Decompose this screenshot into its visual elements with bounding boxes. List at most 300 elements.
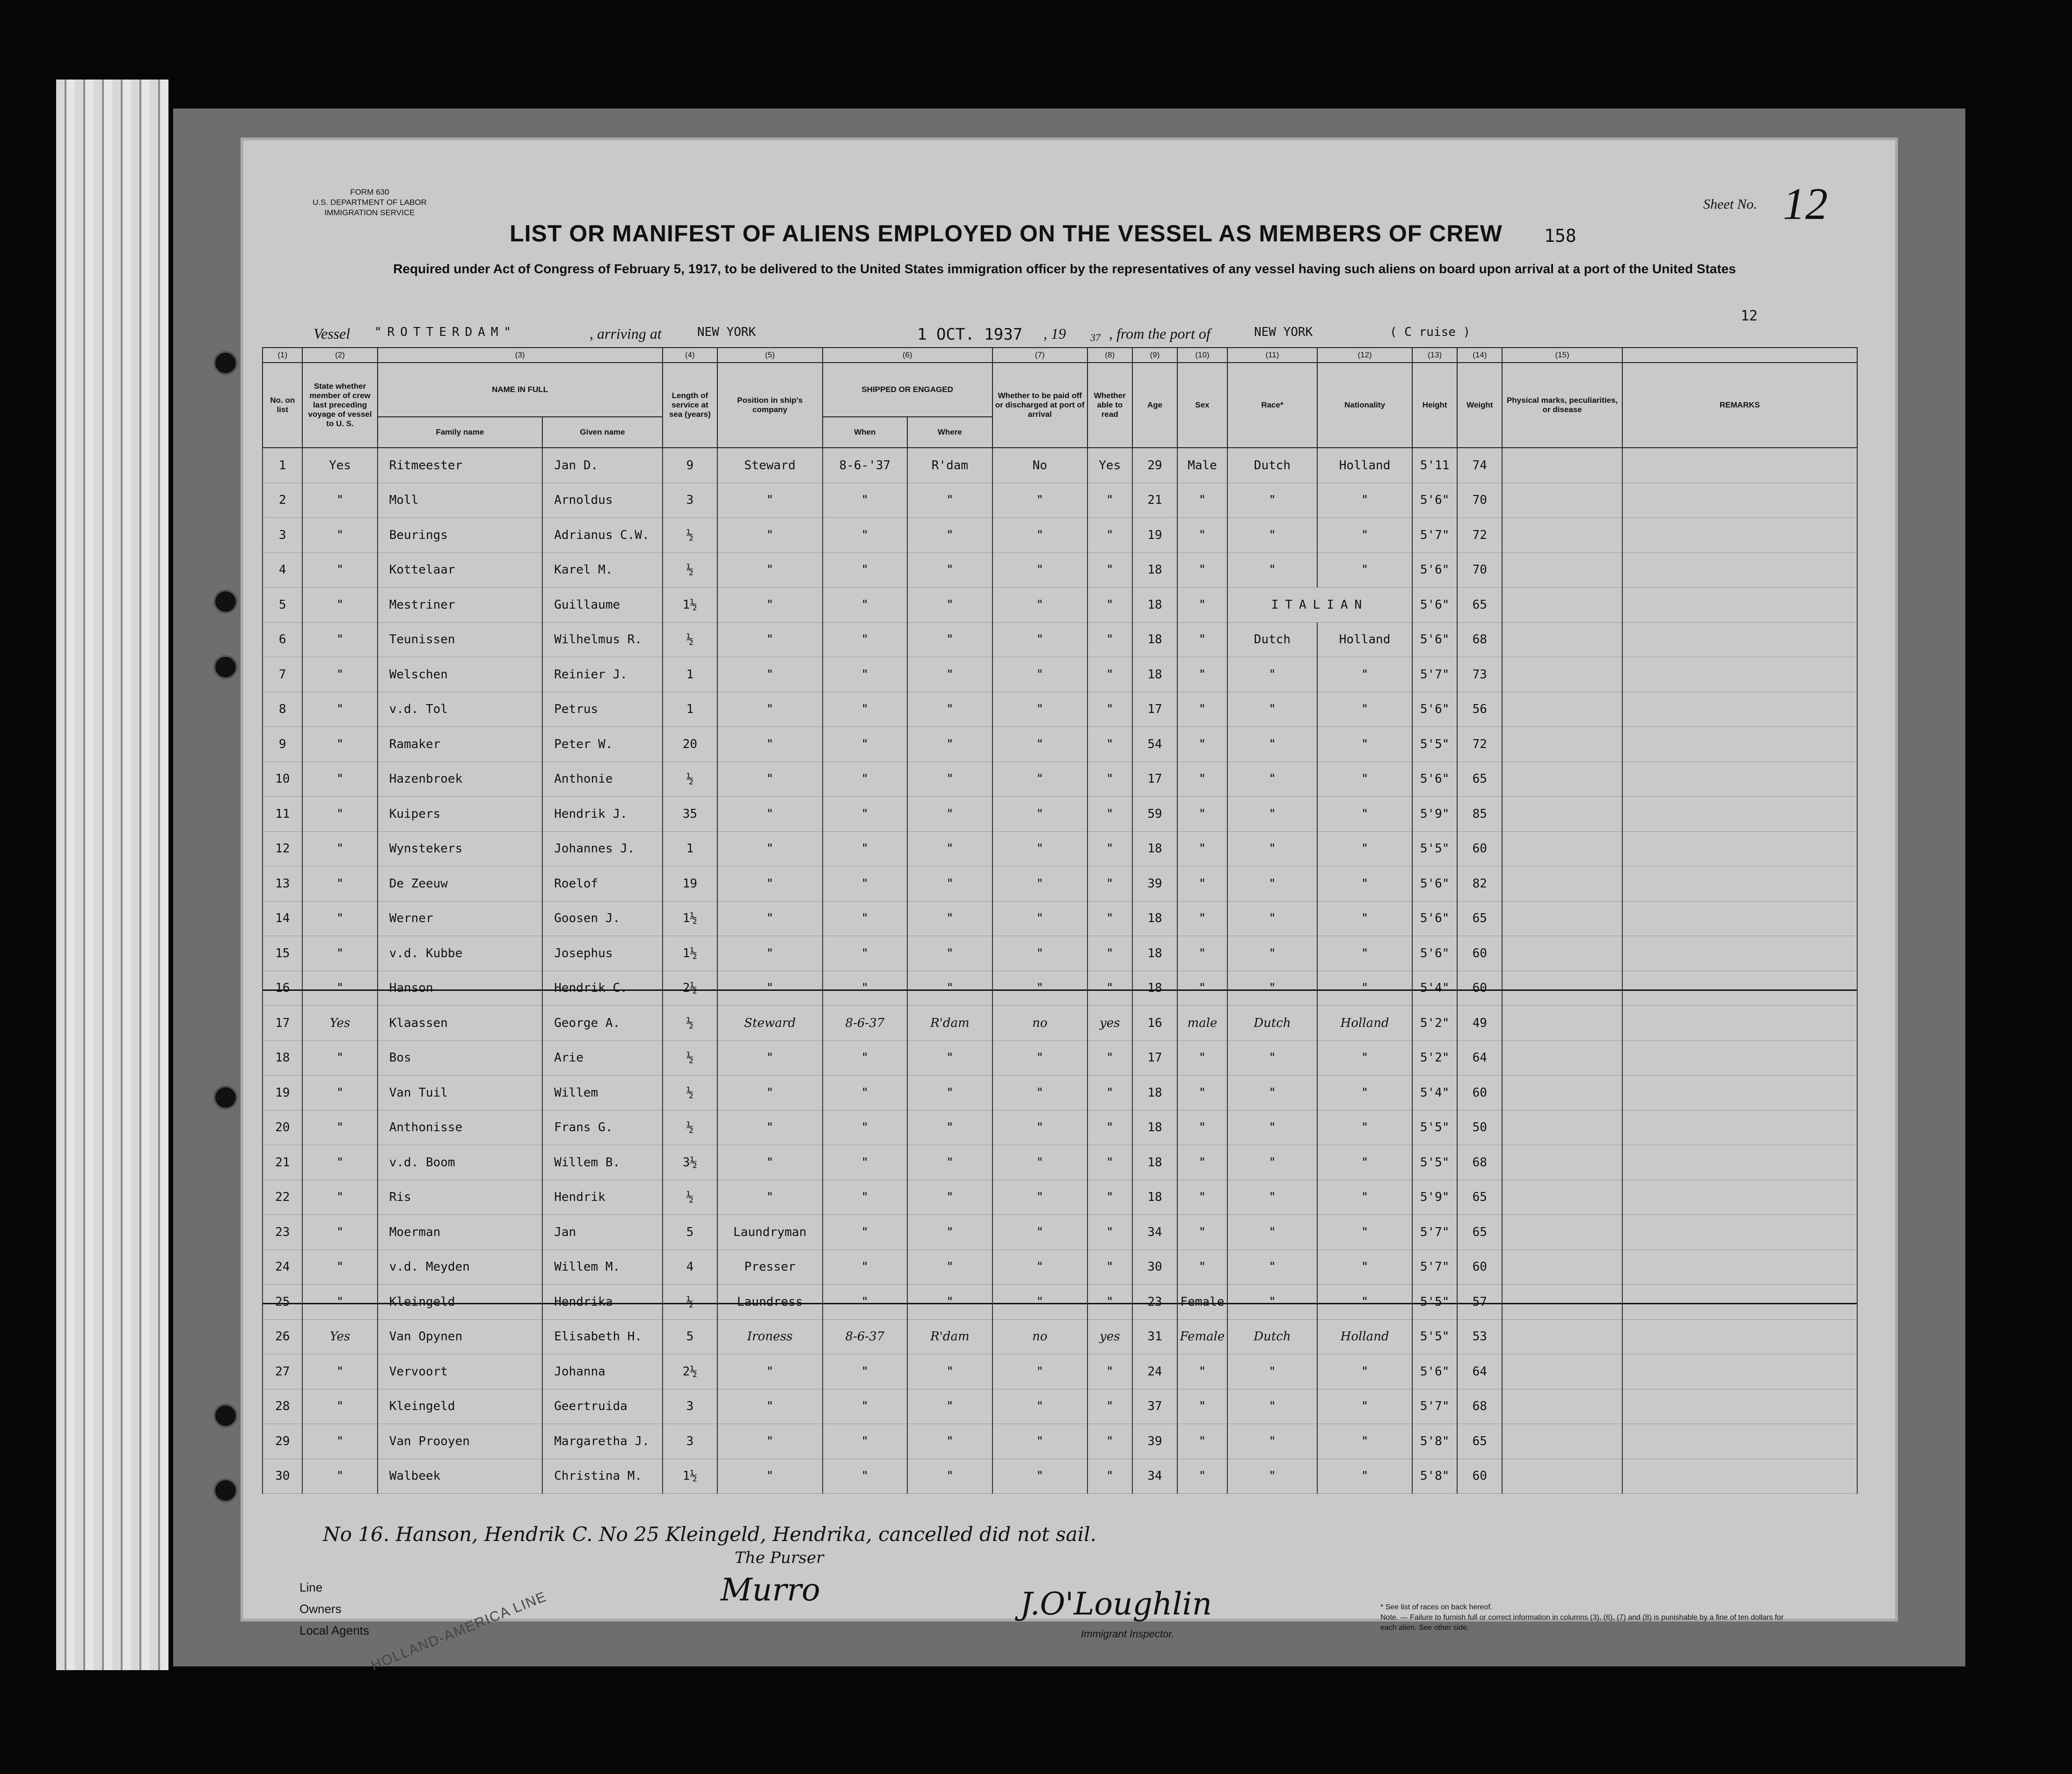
arriving-port: NEW YORK [697, 325, 756, 339]
paid-off: " [992, 936, 1087, 971]
weight: 60 [1457, 1459, 1502, 1494]
age: 54 [1132, 727, 1177, 762]
physical-marks [1502, 1459, 1622, 1494]
physical-marks [1502, 1319, 1622, 1354]
race: ITALIAN [1227, 588, 1412, 623]
height: 5'6" [1412, 901, 1457, 936]
weight: 72 [1457, 727, 1502, 762]
table-row [263, 901, 1857, 936]
row-number: 27 [263, 1354, 302, 1389]
column-number: (14) [1457, 348, 1502, 363]
weight: 68 [1457, 1389, 1502, 1424]
shipped-where: " [907, 692, 992, 727]
paid-off: " [992, 1459, 1087, 1494]
paid-off: " [992, 483, 1087, 518]
agents-label: Local Agents [299, 1623, 369, 1637]
able-to-read: " [1087, 831, 1132, 866]
position: " [717, 1354, 822, 1389]
height: 5'6" [1412, 553, 1457, 588]
family-name: Kuipers [378, 797, 543, 832]
remarks [1622, 588, 1857, 623]
remarks [1622, 901, 1857, 936]
weight: 65 [1457, 901, 1502, 936]
paid-off: " [992, 622, 1087, 657]
service-length: ½ [663, 762, 718, 797]
service-length: ½ [663, 1076, 718, 1111]
paid-off: " [992, 1040, 1087, 1076]
height: 5'7" [1412, 1215, 1457, 1250]
height: 5'2" [1412, 1006, 1457, 1041]
sex: " [1177, 831, 1227, 866]
prev-voyage: " [302, 1389, 377, 1424]
paid-off: " [992, 1076, 1087, 1111]
age: 17 [1132, 692, 1177, 727]
given-name: Hendrika [542, 1285, 662, 1320]
race: " [1227, 901, 1317, 936]
race: " [1227, 866, 1317, 902]
remarks [1622, 1319, 1857, 1354]
position: " [717, 588, 822, 623]
row-number: 9 [263, 727, 302, 762]
able-to-read: " [1087, 936, 1132, 971]
table-row [263, 1459, 1857, 1494]
weight: 60 [1457, 936, 1502, 971]
table-row [263, 1250, 1857, 1285]
column-number: (3) [378, 348, 663, 363]
height: 5'8" [1412, 1459, 1457, 1494]
row-number: 1 [263, 448, 302, 483]
physical-marks [1502, 1040, 1622, 1076]
shipped-when: " [823, 1459, 908, 1494]
position: " [717, 1389, 822, 1424]
table-row [263, 1110, 1857, 1145]
shipped-where: " [907, 1110, 992, 1145]
given-name: Jan D. [542, 448, 662, 483]
physical-marks [1502, 483, 1622, 518]
position: " [717, 622, 822, 657]
able-to-read: " [1087, 1250, 1132, 1285]
race: " [1227, 831, 1317, 866]
prev-voyage: Yes [302, 1006, 377, 1041]
table-row [263, 448, 1857, 483]
race: " [1227, 1354, 1317, 1389]
shipped-when: " [823, 553, 908, 588]
shipped-when: " [823, 901, 908, 936]
table-row [263, 657, 1857, 692]
age: 59 [1132, 797, 1177, 832]
family-name: Kottelaar [378, 553, 543, 588]
row-number: 11 [263, 797, 302, 832]
position: Ironess [717, 1319, 822, 1354]
nationality: " [1317, 692, 1412, 727]
row-number: 13 [263, 866, 302, 902]
paid-off: " [992, 1424, 1087, 1459]
position: " [717, 797, 822, 832]
physical-marks [1502, 553, 1622, 588]
given-name: Johannes J. [542, 831, 662, 866]
table-row [263, 1389, 1857, 1424]
race: " [1227, 692, 1317, 727]
prev-voyage: " [302, 518, 377, 553]
shipped-when: " [823, 588, 908, 623]
column-number: (15) [1502, 348, 1622, 363]
race: Dutch [1227, 622, 1317, 657]
shipped-where: R'dam [907, 1319, 992, 1354]
service-length: ½ [663, 553, 718, 588]
race: " [1227, 1424, 1317, 1459]
height: 5'7" [1412, 518, 1457, 553]
shipped-when: " [823, 1076, 908, 1111]
family-name: Mestriner [378, 588, 543, 623]
weight: 53 [1457, 1319, 1502, 1354]
position: " [717, 936, 822, 971]
nationality: " [1317, 831, 1412, 866]
able-to-read: " [1087, 1145, 1132, 1180]
column-number: (11) [1227, 348, 1317, 363]
height: 5'6" [1412, 762, 1457, 797]
service-length: 9 [663, 448, 718, 483]
shipped-when: " [823, 1389, 908, 1424]
weight: 50 [1457, 1110, 1502, 1145]
able-to-read: " [1087, 1389, 1132, 1424]
service-length: 1½ [663, 588, 718, 623]
col-remarks: REMARKS [1622, 363, 1857, 448]
given-name: Elisabeth H. [542, 1319, 662, 1354]
sex: " [1177, 553, 1227, 588]
shipped-where: " [907, 1250, 992, 1285]
race: " [1227, 936, 1317, 971]
sex: " [1177, 1215, 1227, 1250]
shipped-where: " [907, 1459, 992, 1494]
sex: " [1177, 1250, 1227, 1285]
row-number: 8 [263, 692, 302, 727]
family-name: Ritmeester [378, 448, 543, 483]
race: " [1227, 553, 1317, 588]
service-length: ½ [663, 1285, 718, 1320]
paid-off: " [992, 1145, 1087, 1180]
physical-marks [1502, 692, 1622, 727]
col-length-service: Length of service at sea (years) [663, 363, 718, 448]
height: 5'7" [1412, 657, 1457, 692]
age: 34 [1132, 1459, 1177, 1494]
from-port: NEW YORK [1254, 325, 1313, 339]
physical-marks [1502, 1006, 1622, 1041]
sheet-number-label: Sheet No. [1703, 196, 1757, 212]
remarks [1622, 1250, 1857, 1285]
family-name: v.d. Tol [378, 692, 543, 727]
shipped-where: " [907, 866, 992, 902]
height: 5'5" [1412, 1145, 1457, 1180]
age: 30 [1132, 1250, 1177, 1285]
inspector-signature: J.O'Loughlin [1020, 1586, 1212, 1622]
col-physical: Physical marks, peculiarities, or disease [1502, 363, 1622, 448]
race: Dutch [1227, 448, 1317, 483]
family-name: Walbeek [378, 1459, 543, 1494]
column-number: (2) [302, 348, 377, 363]
punch-hole [213, 1403, 238, 1428]
family-name: Werner [378, 901, 543, 936]
prev-voyage: " [302, 553, 377, 588]
given-name: Peter W. [542, 727, 662, 762]
remarks [1622, 448, 1857, 483]
given-name: Hendrik [542, 1180, 662, 1215]
family-name: Ris [378, 1180, 543, 1215]
physical-marks [1502, 1110, 1622, 1145]
nationality: " [1317, 1076, 1412, 1111]
race: " [1227, 1110, 1317, 1145]
table-row [263, 1006, 1857, 1041]
height: 5'9" [1412, 797, 1457, 832]
row-number: 26 [263, 1319, 302, 1354]
col-family-name: Family name [378, 417, 543, 448]
column-number: (6) [823, 348, 992, 363]
position: " [717, 762, 822, 797]
sex: " [1177, 971, 1227, 1006]
service-length: ½ [663, 1006, 718, 1041]
given-name: Willem B. [542, 1145, 662, 1180]
row-number: 2 [263, 483, 302, 518]
able-to-read: " [1087, 518, 1132, 553]
remarks [1622, 622, 1857, 657]
col-given-name: Given name [542, 417, 662, 448]
footer-labels [299, 1577, 369, 1641]
shipped-when: 8-6-37 [823, 1006, 908, 1041]
prev-voyage: " [302, 1424, 377, 1459]
given-name: Adrianus C.W. [542, 518, 662, 553]
remarks [1622, 1389, 1857, 1424]
weight: 56 [1457, 692, 1502, 727]
table-row [263, 762, 1857, 797]
from-label: , from the port of [1109, 325, 1211, 342]
sex: " [1177, 622, 1227, 657]
able-to-read: " [1087, 483, 1132, 518]
column-number: (9) [1132, 348, 1177, 363]
race: " [1227, 1145, 1317, 1180]
able-to-read: " [1087, 1215, 1132, 1250]
col-where: Where [907, 417, 992, 448]
shipped-where: " [907, 518, 992, 553]
able-to-read: " [1087, 1285, 1132, 1320]
shipped-where: " [907, 622, 992, 657]
race: Dutch [1227, 1319, 1317, 1354]
col-age: Age [1132, 363, 1177, 448]
punch-hole [213, 655, 238, 679]
family-name: Beurings [378, 518, 543, 553]
remarks [1622, 762, 1857, 797]
position: " [717, 727, 822, 762]
physical-marks [1502, 797, 1622, 832]
col-height: Height [1412, 363, 1457, 448]
service-length: 19 [663, 866, 718, 902]
age: 39 [1132, 866, 1177, 902]
weight: 65 [1457, 1180, 1502, 1215]
age: 18 [1132, 1076, 1177, 1111]
right-number: 12 [1741, 308, 1758, 324]
height: 5'5" [1412, 1319, 1457, 1354]
vessel-name: "ROTTERDAM" [374, 325, 517, 339]
height: 5'4" [1412, 971, 1457, 1006]
sex: " [1177, 727, 1227, 762]
given-name: Arie [542, 1040, 662, 1076]
race: " [1227, 797, 1317, 832]
nationality: " [1317, 1354, 1412, 1389]
able-to-read: " [1087, 762, 1132, 797]
remarks [1622, 1459, 1857, 1494]
family-name: De Zeeuw [378, 866, 543, 902]
prev-voyage: " [302, 1076, 377, 1111]
physical-marks [1502, 1250, 1622, 1285]
remarks [1622, 1006, 1857, 1041]
shipped-when: " [823, 1145, 908, 1180]
age: 18 [1132, 588, 1177, 623]
col-shipped: SHIPPED OR ENGAGED [823, 363, 992, 417]
prev-voyage: " [302, 622, 377, 657]
table-row [263, 622, 1857, 657]
prev-voyage: " [302, 727, 377, 762]
height: 5'5" [1412, 727, 1457, 762]
shipped-where: " [907, 1285, 992, 1320]
vessel-label: Vessel [314, 325, 350, 342]
prev-voyage: " [302, 1459, 377, 1494]
remarks [1622, 553, 1857, 588]
given-name: Christina M. [542, 1459, 662, 1494]
row-number: 7 [263, 657, 302, 692]
column-number: (5) [717, 348, 822, 363]
shipped-where: " [907, 936, 992, 971]
owners-label: Owners [299, 1602, 342, 1616]
weight: 73 [1457, 657, 1502, 692]
age: 18 [1132, 657, 1177, 692]
remarks [1622, 518, 1857, 553]
race: " [1227, 1389, 1317, 1424]
service-length: 4 [663, 1250, 718, 1285]
position: " [717, 1040, 822, 1076]
shipped-where: R'dam [907, 1006, 992, 1041]
sex: " [1177, 1145, 1227, 1180]
year-suffix: 37 [1090, 332, 1101, 343]
sex: " [1177, 901, 1227, 936]
race: " [1227, 518, 1317, 553]
penalty-note: * See list of races on back hereof. Note. — Failure to furnish full or correct information in columns (3), (6), (7) and (8) is punishable by a fine of ten dollars for each alien. See other side. [1380, 1603, 1784, 1632]
col-weight: Weight [1457, 363, 1502, 448]
height: 5'6" [1412, 622, 1457, 657]
race: " [1227, 1459, 1317, 1494]
nationality: Holland [1317, 448, 1412, 483]
given-name: Goosen J. [542, 901, 662, 936]
race: " [1227, 1040, 1317, 1076]
sheet-number: 12 [1783, 179, 1828, 229]
prev-voyage: " [302, 1215, 377, 1250]
given-name: Hendrik J. [542, 797, 662, 832]
nationality: " [1317, 971, 1412, 1006]
shipped-when: " [823, 1040, 908, 1076]
shipped-where: " [907, 553, 992, 588]
position: Steward [717, 1006, 822, 1041]
shipped-when: 8-6-37 [823, 1319, 908, 1354]
height: 5'6" [1412, 1354, 1457, 1389]
able-to-read: yes [1087, 1319, 1132, 1354]
height: 5'8" [1412, 1424, 1457, 1459]
table-row [263, 936, 1857, 971]
position: " [717, 1180, 822, 1215]
position: " [717, 971, 822, 1006]
prev-voyage: Yes [302, 1319, 377, 1354]
given-name: George A. [542, 1006, 662, 1041]
prev-voyage: " [302, 971, 377, 1006]
paid-off: no [992, 1006, 1087, 1041]
shipped-where: " [907, 1076, 992, 1111]
able-to-read: " [1087, 1040, 1132, 1076]
shipped-where: " [907, 762, 992, 797]
nationality: " [1317, 518, 1412, 553]
form-id: FORM 630 U.S. DEPARTMENT OF LABOR IMMIGRATION SERVICE [313, 188, 427, 217]
line-stamp: HOLLAND-AMERICA LINE [369, 1588, 549, 1674]
service-length: 35 [663, 797, 718, 832]
column-number: (13) [1412, 348, 1457, 363]
shipped-when: " [823, 971, 908, 1006]
service-length: ½ [663, 622, 718, 657]
service-length: 1½ [663, 901, 718, 936]
table-row [263, 797, 1857, 832]
shipped-where: " [907, 1145, 992, 1180]
age: 16 [1132, 1006, 1177, 1041]
nationality: " [1317, 901, 1412, 936]
shipped-when: " [823, 657, 908, 692]
prev-voyage: " [302, 866, 377, 902]
shipped-when: " [823, 692, 908, 727]
race: " [1227, 762, 1317, 797]
inspector-label: Immigrant Inspector. [1081, 1628, 1175, 1640]
punch-hole [213, 1085, 238, 1110]
shipped-when: " [823, 831, 908, 866]
table-row [263, 831, 1857, 866]
race: Dutch [1227, 1006, 1317, 1041]
col-sex: Sex [1177, 363, 1227, 448]
prev-voyage: " [302, 1110, 377, 1145]
physical-marks [1502, 448, 1622, 483]
sex: " [1177, 483, 1227, 518]
document-subtitle: Required under Act of Congress of February 5, 1917, to be delivered to the United States immigration officer by the representatives of any vessel having such aliens on board upon arrival at a port of the United States [393, 262, 1736, 276]
height: 5'6" [1412, 588, 1457, 623]
sex: " [1177, 762, 1227, 797]
race: " [1227, 1076, 1317, 1111]
physical-marks [1502, 1285, 1622, 1320]
service-length: 1 [663, 831, 718, 866]
prev-voyage: " [302, 762, 377, 797]
remarks [1622, 1040, 1857, 1076]
table-row [263, 1145, 1857, 1180]
weight: 60 [1457, 1250, 1502, 1285]
table-row [263, 1215, 1857, 1250]
given-name: Anthonie [542, 762, 662, 797]
family-name: Van Tuil [378, 1076, 543, 1111]
family-name: Kleingeld [378, 1285, 543, 1320]
able-to-read: " [1087, 1424, 1132, 1459]
sex: " [1177, 692, 1227, 727]
shipped-where: " [907, 727, 992, 762]
shipped-where: " [907, 1040, 992, 1076]
table-row [263, 588, 1857, 623]
height: 5'9" [1412, 1180, 1457, 1215]
shipped-where: " [907, 1215, 992, 1250]
sex: " [1177, 1354, 1227, 1389]
position: Laundress [717, 1285, 822, 1320]
column-number: (10) [1177, 348, 1227, 363]
physical-marks [1502, 1076, 1622, 1111]
position: " [717, 1145, 822, 1180]
given-name: Geertruida [542, 1389, 662, 1424]
table-row [263, 483, 1857, 518]
